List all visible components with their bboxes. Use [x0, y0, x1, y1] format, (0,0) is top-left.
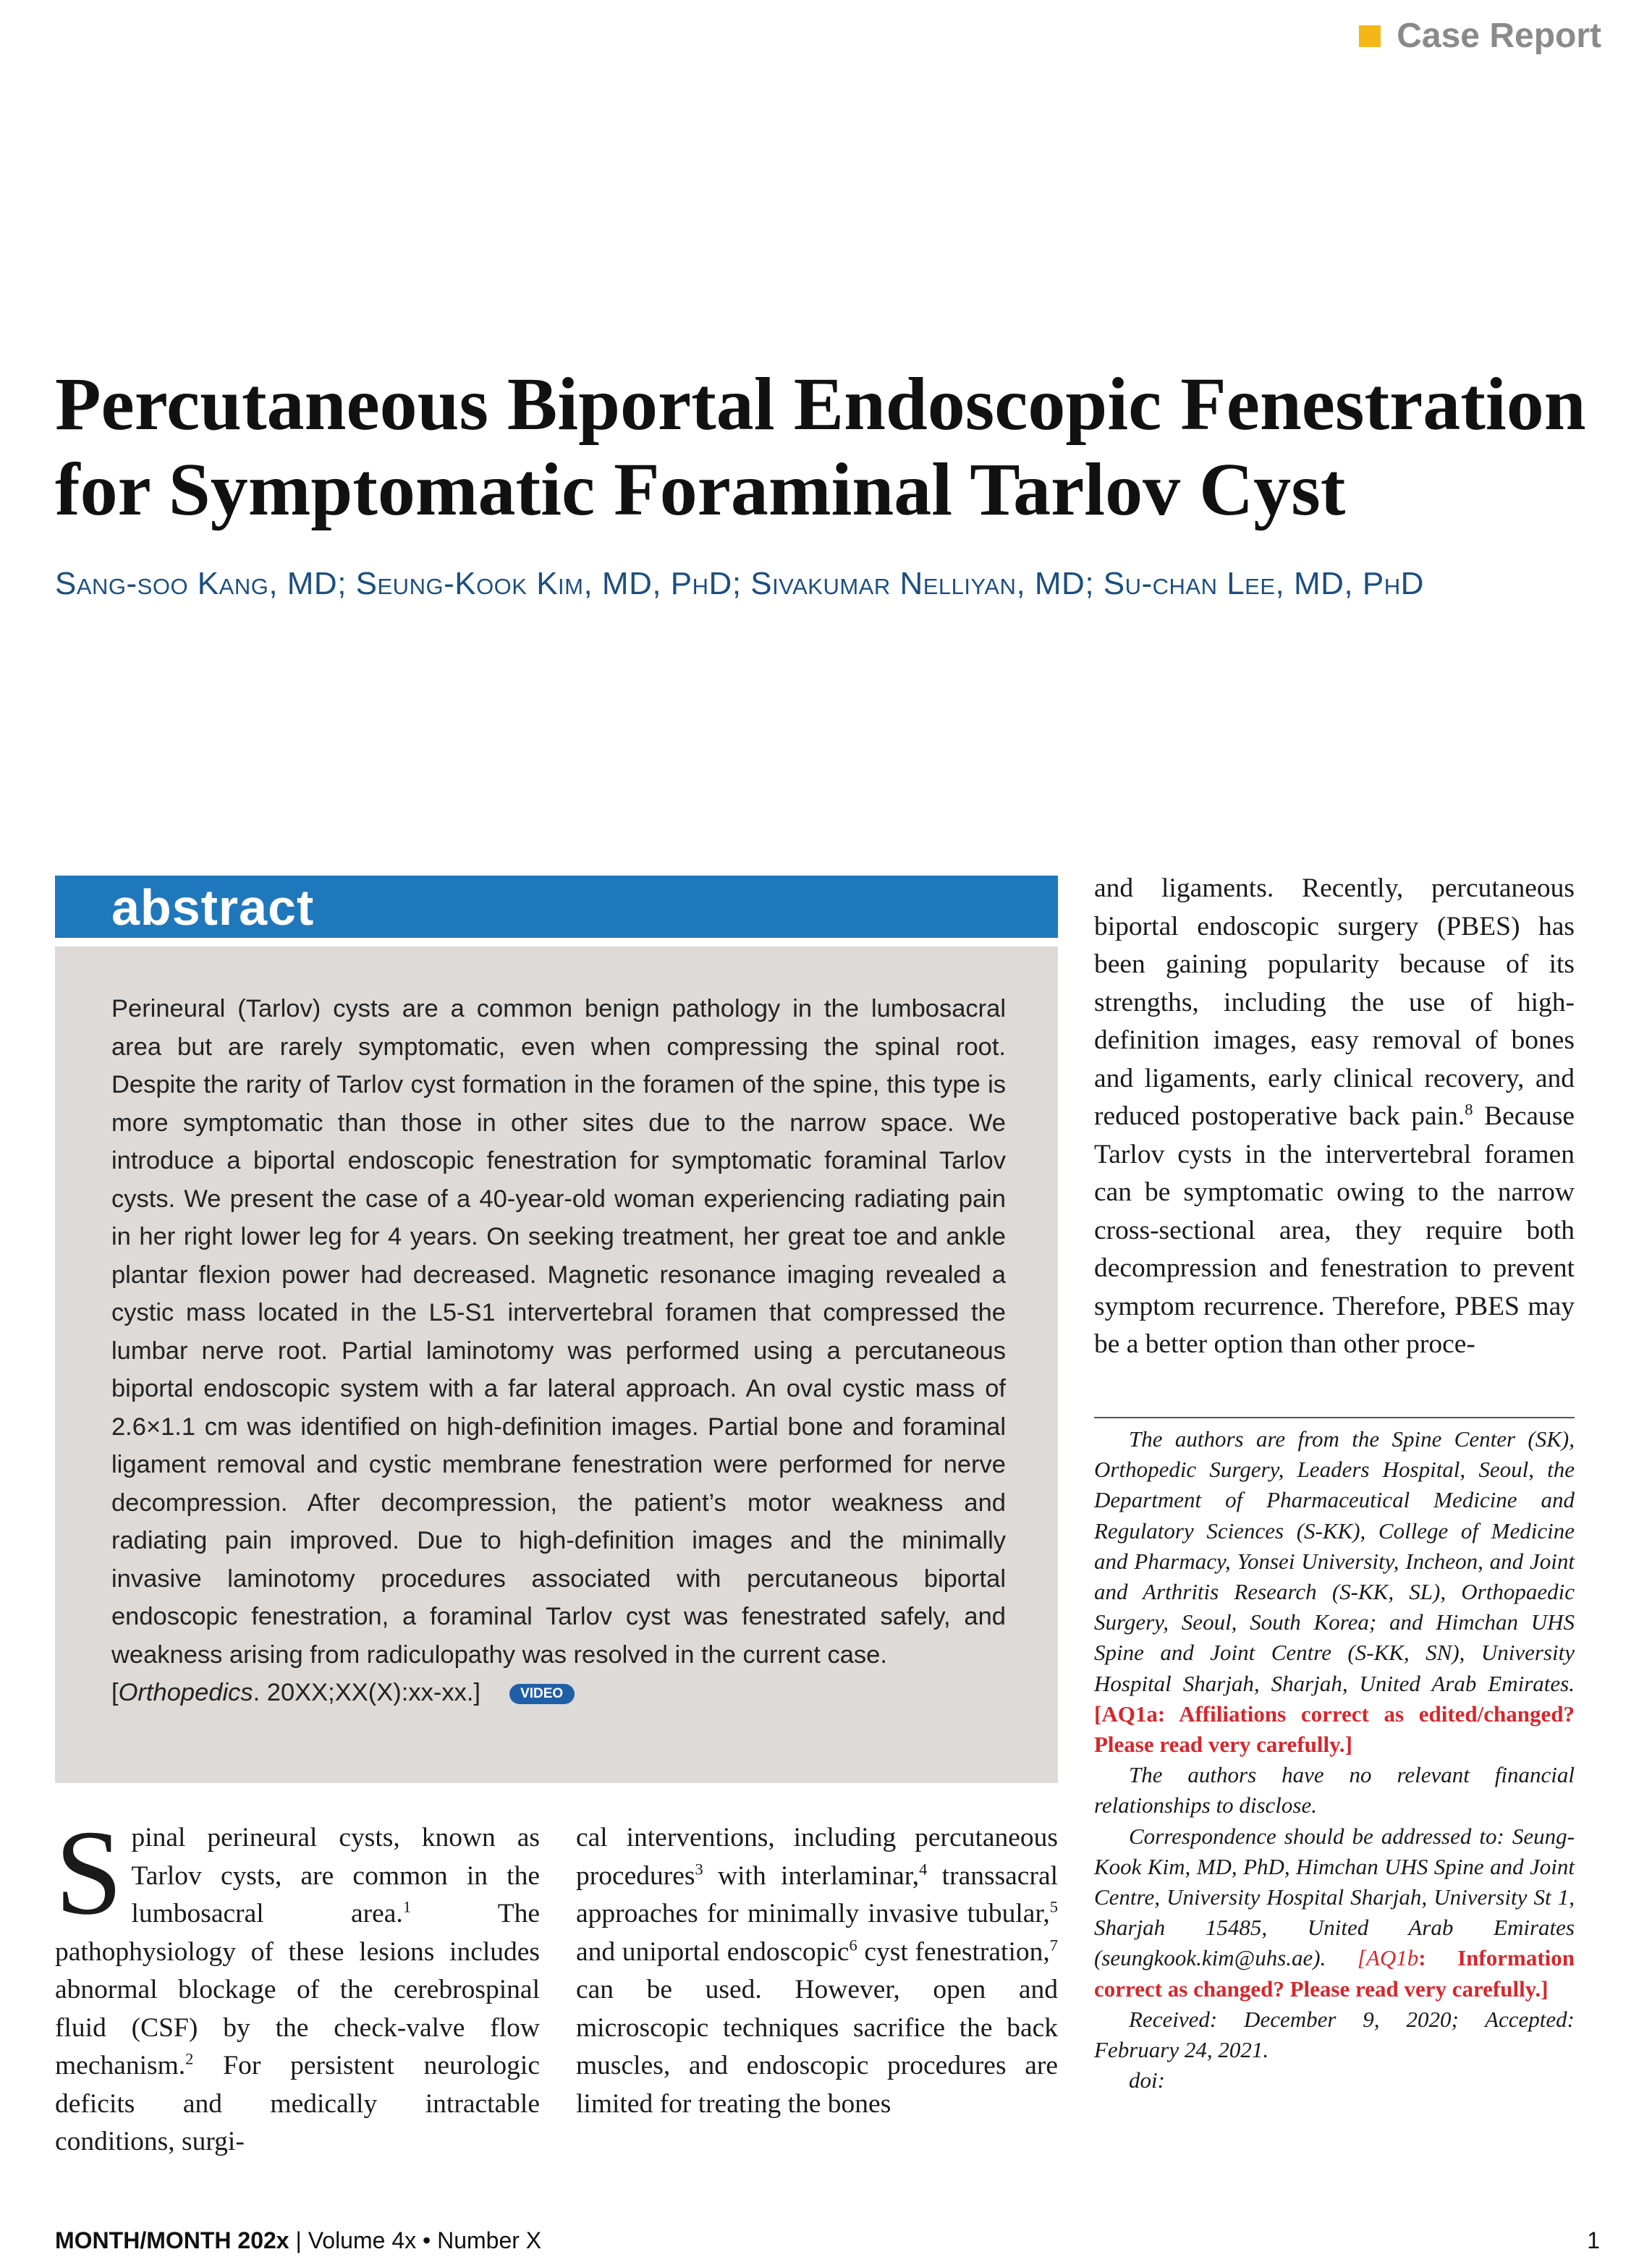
reference-marker[interactable]: 4: [919, 1860, 928, 1878]
footnote-affiliation: [1094, 1424, 1575, 1760]
abstract-body: [111, 990, 1006, 1714]
citation-journal: Orthopedics: [118, 1679, 253, 1707]
section-tag: [1359, 16, 1601, 56]
body-column-1: [55, 1805, 540, 2161]
reference-marker[interactable]: 2: [185, 2049, 194, 2068]
title-line-2: for Symptomatic Foraminal Tarlov Cyst: [55, 448, 1346, 531]
author-query-1a[interactable]: [AQ1a: Affiliations correct as edited/changed? Please read very carefully.]: [1094, 1701, 1575, 1758]
body-text: with interlaminar,: [703, 1860, 920, 1891]
body-column-2: [576, 1819, 1058, 2123]
reference-marker[interactable]: 1: [402, 1897, 412, 1916]
abstract-text: Perineural (Tarlov) cysts are a common benign pathology in the lumbosacral area but are rarely symptomatic, even when compressing the spinal root. Despite the rarity of Tarlov cyst formation in the foramen of the spine, this type is more symptomatic than those in other sites due to the narrow space. We introduce a biportal endoscopic fenestration for symptomatic foraminal Tarlov cysts. We present the case of a 40-year-old woman experiencing radiating pain in her right lower leg for 4 years. On seeking treatment, her great toe and ankle plantar flexion power had decreased. Magnetic resonance imaging revealed a cystic mass located in the L5-S1 intervertebral foramen that compressed the lumbar nerve root. Partial laminotomy was performed using a percutaneous biportal endoscopic system with a far lateral approach. An oval cystic mass of 2.6×1.1 cm was identified on high-definition images. Partial bone and foraminal ligament removal and cystic membrane fenestration were performed for nerve decompression. After decompression, the patient’s motor weakness and radiating pain improved. Due to high-definition images and the minimally invasive laminotomy procedures associated with percutaneous biportal endoscopic fenestration, a foraminal Tarlov cyst was fenestrated safely, and weakness arising from radiculopathy was resolved in the current case.: [111, 995, 1006, 1669]
page-number: 1: [1587, 2227, 1600, 2253]
body-text: and ligaments. Recently, percutaneous biportal endoscopic surgery (PBES) has been gaining popularity because of its strengths, including the use of high-definition images, easy removal of bones and ligaments, early clinical recovery, and reduced postoperative back pain.: [1094, 873, 1575, 1131]
title-line-1: Percutaneous Biportal Endoscopic Fenestration: [55, 363, 1586, 446]
reference-marker[interactable]: 7: [1049, 1936, 1058, 1954]
body-text: The pathophysiology of these lesions includes abnormal blockage of the cerebrospinal fluid (CSF) by the check-valve flow mechanism.: [55, 1899, 540, 2080]
section-tag-square-icon: [1359, 25, 1381, 47]
reference-marker[interactable]: 3: [695, 1860, 703, 1878]
abstract-header-bar: [55, 876, 1058, 938]
body-text: and uniportal endoscopic: [576, 1936, 850, 1967]
reference-marker[interactable]: 8: [1465, 1100, 1473, 1119]
author-query-1b-text: : Information correct as changed? Please read very carefully.]: [1094, 1945, 1575, 2002]
footnote-divider: [1094, 1417, 1575, 1418]
body-text: For persistent neurologic deficits and medically intractable conditions, surgi-: [55, 2051, 540, 2156]
body-text: cyst fenestration,: [857, 1936, 1050, 1967]
reference-marker[interactable]: 6: [849, 1936, 857, 1954]
footnote-disclosure: The authors have no relevant financial relationships to disclose.: [1094, 1762, 1575, 1818]
body-text: can be used. However, open and microscopic techniques sacrifice the back muscles, and endoscopic procedures are limited for treating the bones: [576, 1975, 1058, 2119]
body-text: pinal perineural cysts, known as Tarlov cysts, are common in the lumbosacral area.: [131, 1823, 540, 1928]
issue-date: MONTH/MONTH 202x: [55, 2227, 289, 2253]
correspondence-text: Correspondence should be addressed to: Seung-Kook Kim, MD, PhD, Himchan UHS Spine and Joint Centre, University Hospital Sharjah, University St 1, Sharjah 15485, United Arab Emirates (seungkook.kim@uhs.ae).: [1094, 1823, 1575, 1971]
body-text: transsacral approaches for minimally invasive tubular,: [576, 1860, 1059, 1928]
body-column-3: [1094, 870, 1575, 1364]
drop-cap: S: [55, 1805, 123, 1940]
footnote-dates: Received: December 9, 2020; Accepted: February 24, 2021.: [1094, 2006, 1575, 2063]
author-footnote: [1094, 1424, 1575, 2096]
citation-rest: . 20XX;XX(X):xx-xx.]: [253, 1679, 481, 1707]
video-badge[interactable]: [509, 1674, 589, 1714]
video-badge-label: VIDEO: [509, 1684, 575, 1704]
abstract-citation: [111, 1679, 480, 1706]
abstract-heading: abstract: [111, 879, 315, 936]
article-title: [55, 362, 1618, 533]
footnote-correspondence: [1094, 1821, 1575, 2004]
citation-open: [: [111, 1679, 119, 1707]
affiliation-text: The authors are from the Spine Center (SK), Orthopedic Surgery, Leaders Hospital, Seoul, the Department of Pharmaceutical Medicine and Regulatory Sciences (S-KK), College of Medicine and Pharmacy, Yonsei University, Incheon, and Joint and Arthritis Research (S-KK, SL), Orthopaedic Surgery, Seoul, South Korea; and Himchan UHS Spine and Joint Centre (S-KK, SN), University Hospital Sharjah, Sharjah, United Arab Emirates.: [1094, 1426, 1575, 1696]
body-text: Because Tarlov cysts in the intervertebral foramen can be symptomatic owing to the narrow cross-sectional area, they require both decompression and fenestration to prevent symptom recurrence. Therefore, PBES may be a better option than other proce-: [1094, 1101, 1575, 1359]
author-list: Sang-soo Kang, MD; Seung-Kook Kim, MD, PhD; Sivakumar Nelliyan, MD; Su-chan Lee, MD, PhD: [55, 566, 1424, 601]
abstract-box: [55, 947, 1058, 1783]
body-text: cal interventions, including percutaneous procedures: [576, 1823, 1058, 1891]
issue-volume: | Volume 4x • Number X: [289, 2227, 542, 2253]
author-query-1b-tag[interactable]: [AQ1b: [1357, 1945, 1419, 1971]
footnote-doi: doi:: [1129, 2067, 1165, 2093]
section-tag-label: Case Report: [1397, 17, 1601, 55]
reference-marker[interactable]: 5: [1049, 1897, 1058, 1916]
page-footer: [55, 2227, 541, 2254]
